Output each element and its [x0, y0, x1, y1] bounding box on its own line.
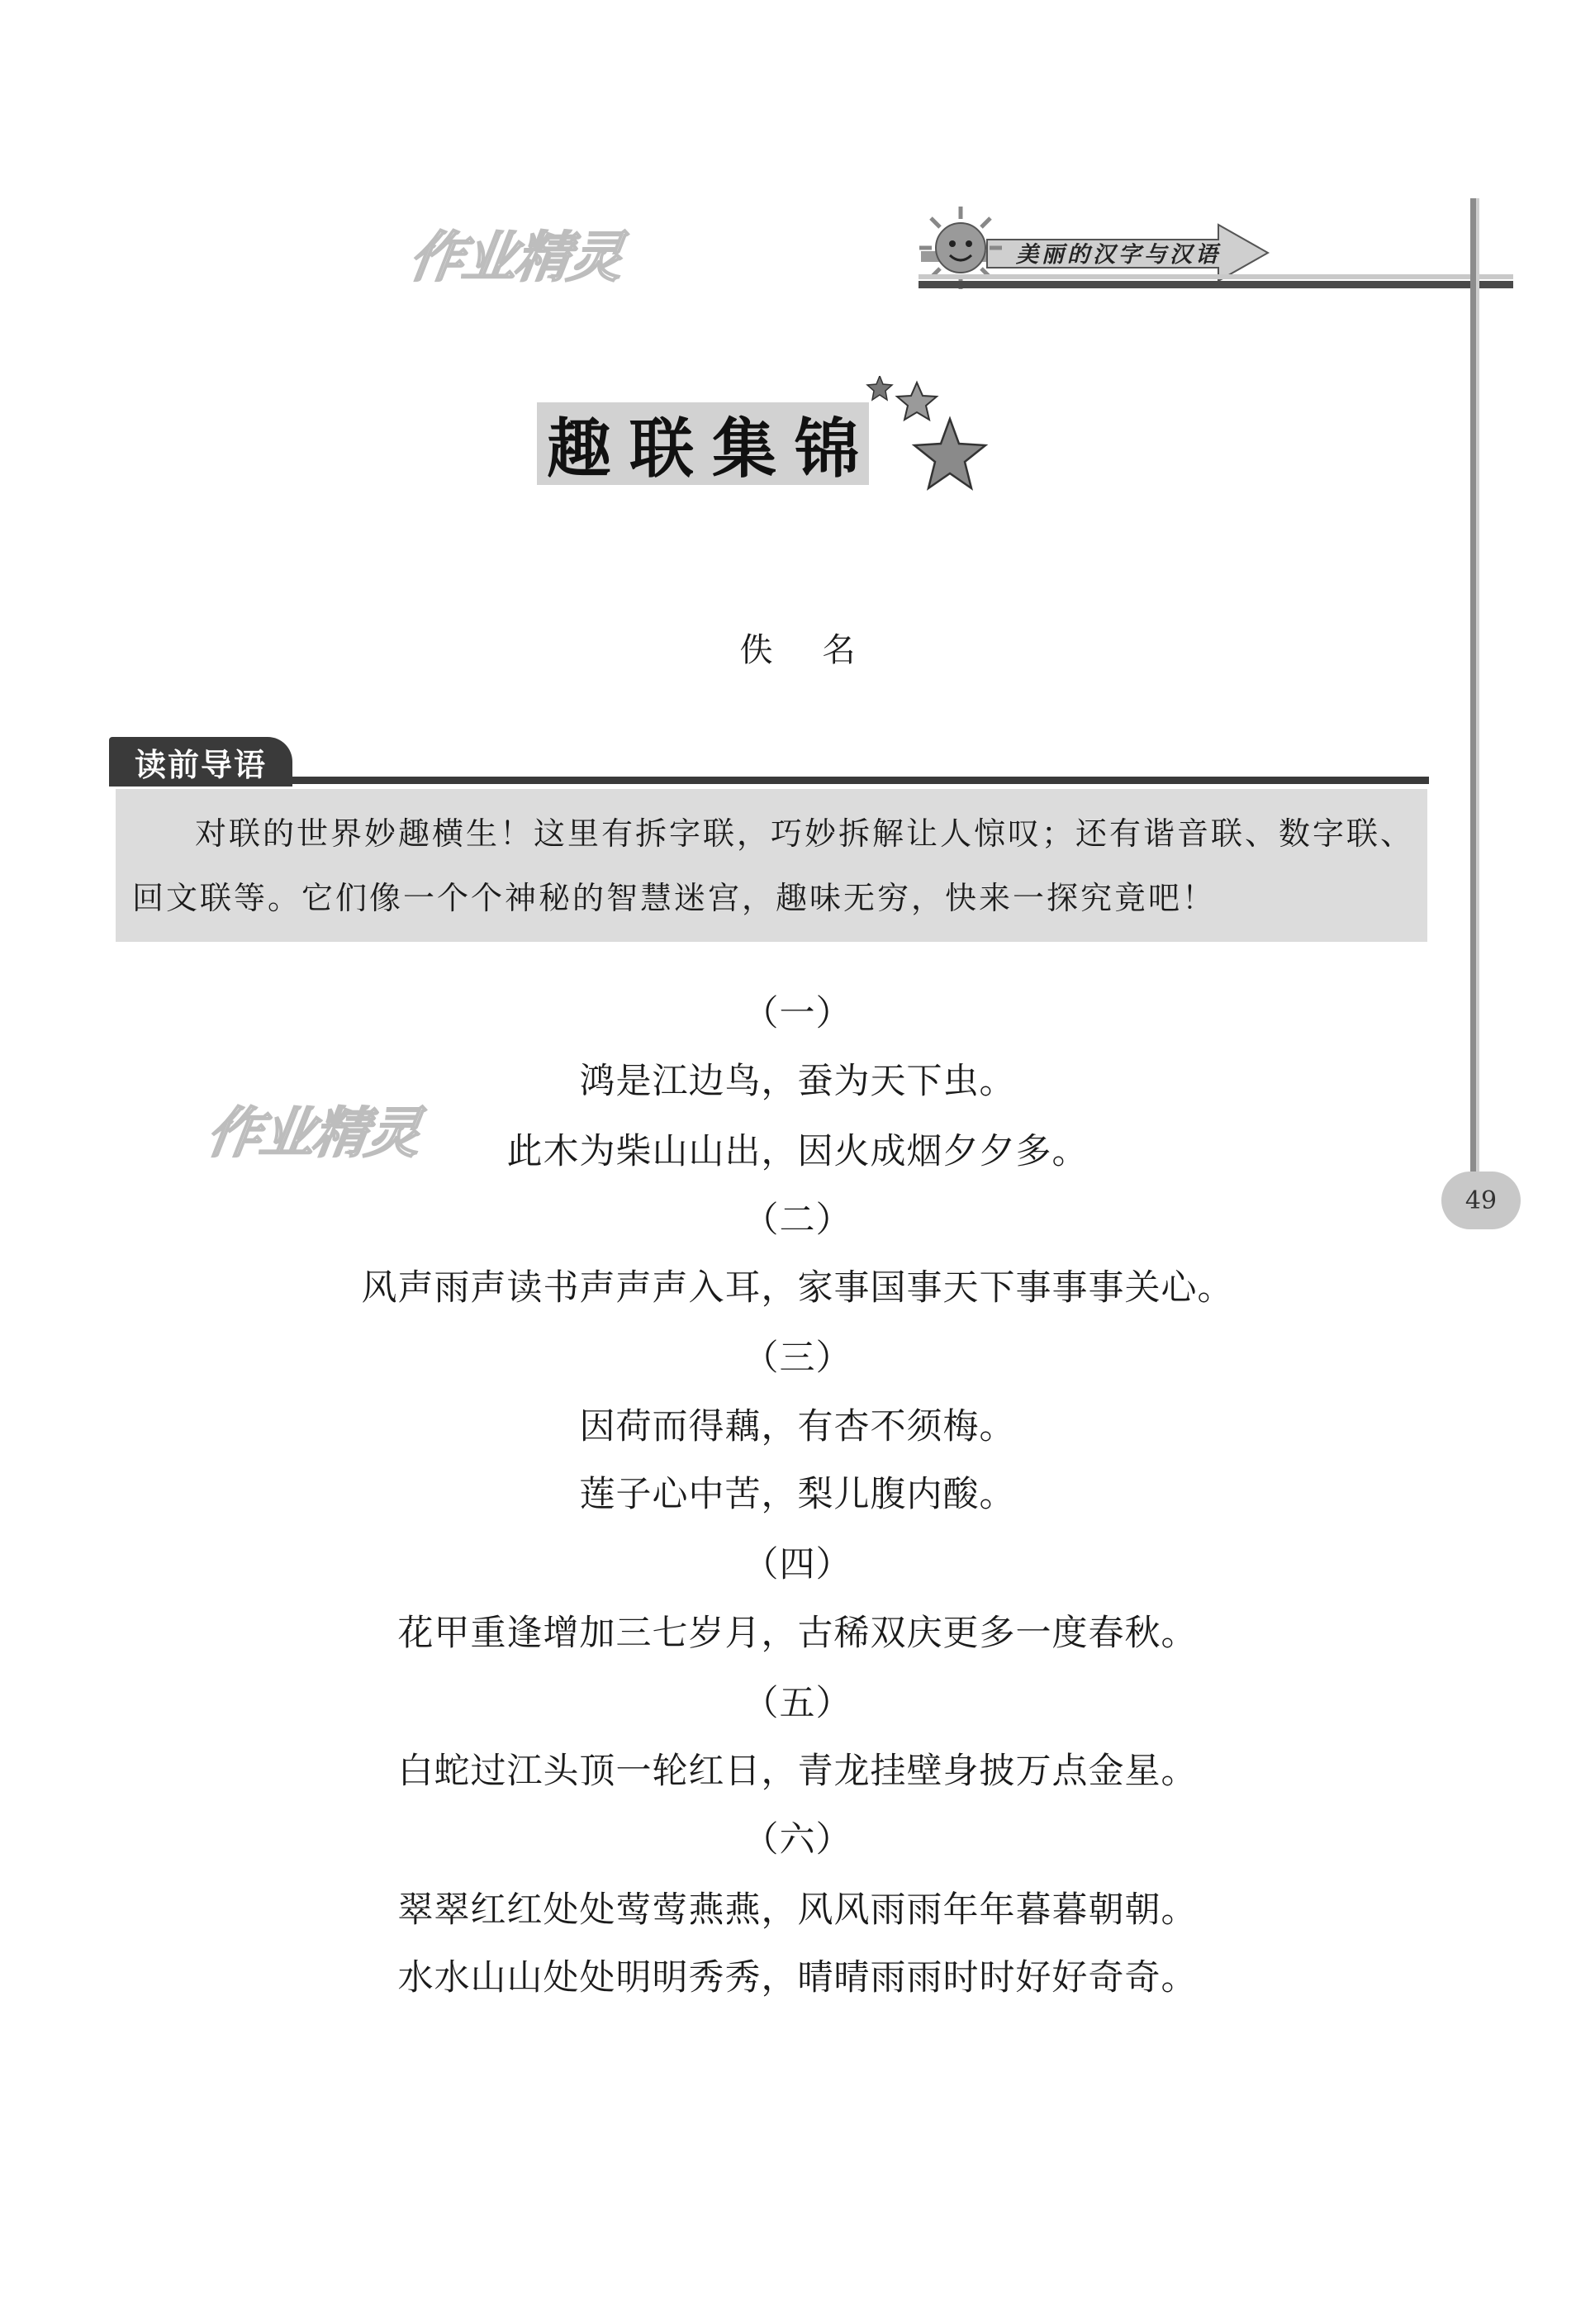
stars-icon: [863, 376, 995, 508]
couplet-line: 花甲重逢增加三七岁月，古稀双庆更多一度春秋。: [397, 1613, 1198, 1654]
title-box: [537, 402, 878, 487]
couplet-line: 此木为柴山山出，因火成烟夕夕多。: [506, 1131, 1089, 1172]
header-rule: [919, 281, 1513, 288]
watermark: 作业精灵: [405, 226, 626, 289]
page-title: 趣联集锦: [547, 411, 878, 487]
sun-face-icon: [915, 202, 1006, 293]
couplet-line: 因荷而得藕，有杏不须梅。: [579, 1406, 1016, 1447]
author: 佚名: [739, 631, 905, 669]
intro-tag: 读前导语: [109, 737, 292, 787]
watermark: 作业精灵: [202, 1101, 424, 1165]
couplet-label: （五）: [743, 1683, 852, 1724]
intro-text: 对联的世界妙趣横生！这里有拆字联，巧妙拆解让人惊叹；还有谐音联、数字联、回文联等。它们像一个个神秘的智慧迷宫，趣味无穷，快来一探究竟吧！: [132, 815, 1415, 916]
couplet-label: （六）: [743, 1819, 852, 1861]
couplet-line: 水水山山处处明明秀秀，晴晴雨雨时时好好奇奇。: [397, 1957, 1198, 1998]
couplet-line: 翠翠红红处处莺莺燕燕，风风雨雨年年暮暮朝朝。: [397, 1889, 1198, 1931]
couplet-label: （三）: [743, 1338, 852, 1379]
header-rule-light: [919, 274, 1513, 279]
couplet-label: （二）: [743, 1200, 852, 1241]
couplet-line: 莲子心中苦，梨儿腹内酸。: [579, 1474, 1016, 1515]
couplet-label: （一）: [743, 993, 852, 1034]
couplet-line: 鸿是江边鸟，蚕为天下虫。: [579, 1061, 1016, 1102]
couplet-label: （四）: [743, 1544, 852, 1585]
page-number: 49: [1441, 1172, 1521, 1229]
intro-rule: [109, 777, 1429, 784]
section-title: 美丽的汉字与汉语: [1016, 242, 1221, 268]
couplet-line: 风声雨声读书声声声入耳，家事国事天下事事事关心。: [361, 1267, 1234, 1309]
couplet-line: 白蛇过江头顶一轮红日，青龙挂壁身披万点金星。: [397, 1751, 1198, 1792]
